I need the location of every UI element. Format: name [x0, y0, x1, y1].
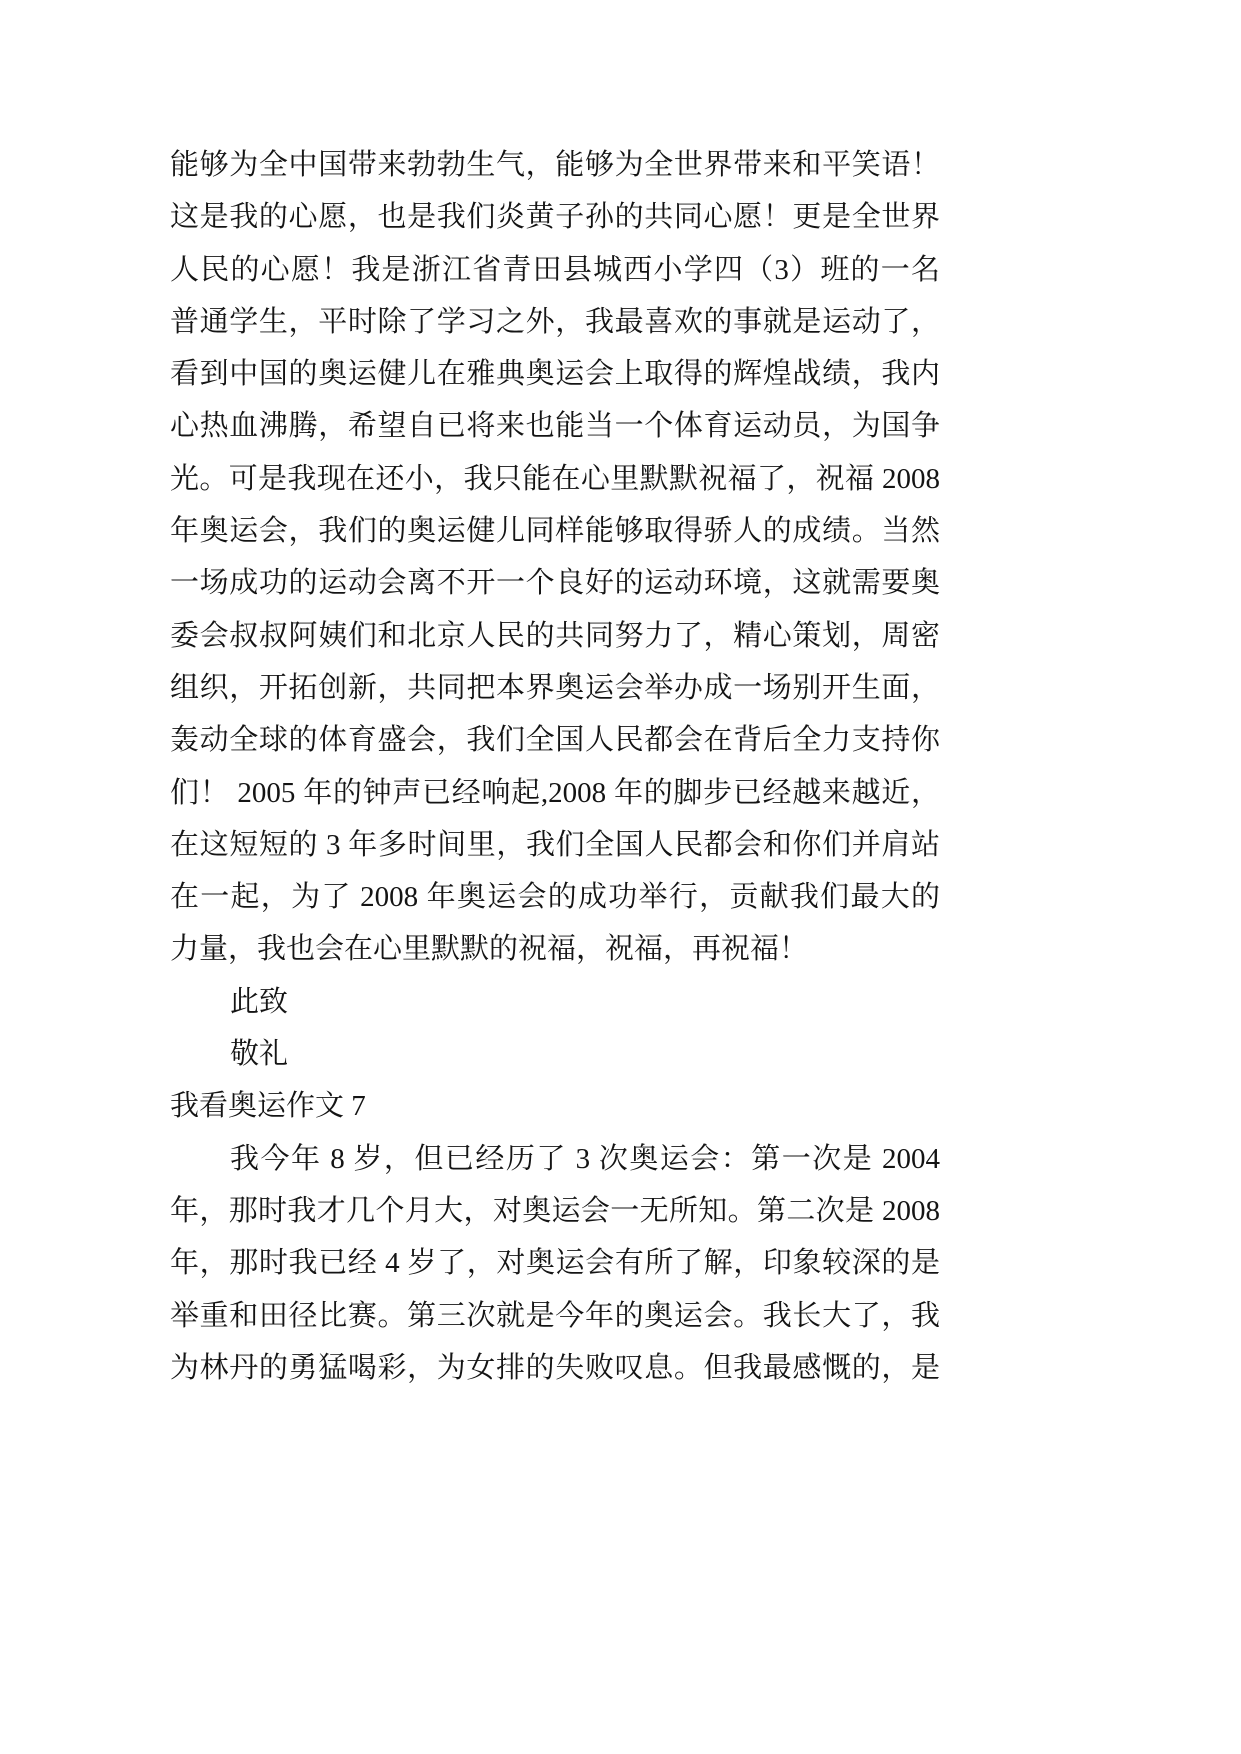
essay-section — [170, 1080, 940, 1394]
closing-salutation: 此致 — [230, 985, 289, 1018]
letter-line: 能够为全中国带来勃勃生气，能够为全世界带来和平笑语！ — [170, 149, 940, 181]
essay-line: 我今年 8 岁，但已经历了 3 次奥运会：第一次是 2004 — [230, 1142, 940, 1175]
letter-line: 这是我的心愿，也是我们炎黄子孙的共同心愿！更是全世界 — [170, 201, 940, 234]
letter-line: 力量，我也会在心里默默的祝福，祝福，再祝福！ — [170, 933, 809, 966]
letter-line: 看到中国的奥运健儿在雅典奥运会上取得的辉煌战绩，我内 — [170, 358, 940, 391]
letter-line: 轰动全球的体育盛会，我们全国人民都会在背后全力支持你 — [170, 724, 940, 757]
essay-line: 年，那时我已经 4 岁了，对奥运会有所了解，印象较深的是 — [170, 1247, 940, 1280]
essay-line: 为林丹的勇猛喝彩，为女排的失败叹息。但我最感慨的，是 — [170, 1351, 940, 1384]
letter-line: 们！ 2005 年的钟声已经响起,2008 年的脚步已经越来越近， — [170, 776, 940, 809]
letter-body — [170, 139, 940, 976]
letter-line: 在这短短的 3 年多时间里，我们全国人民都会和你们并肩站 — [170, 828, 940, 861]
essay-line: 举重和田径比赛。第三次就是今年的奥运会。我长大了，我 — [170, 1299, 940, 1332]
closing-regards: 敬礼 — [230, 1038, 289, 1071]
letter-line: 人民的心愿！我是浙江省青田县城西小学四（3）班的一名 — [170, 253, 940, 286]
document-text — [170, 139, 940, 1394]
letter-line: 一场成功的运动会离不开一个良好的运动环境，这就需要奥 — [170, 567, 940, 600]
letter-line: 普通学生，平时除了学习之外，我最喜欢的事就是运动了， — [170, 305, 940, 338]
letter-closing — [170, 976, 940, 1081]
letter-line: 心热血沸腾，希望自已将来也能当一个体育运动员，为国争 — [170, 410, 940, 443]
essay-line: 年，那时我才几个月大，对奥运会一无所知。第二次是 2008 — [170, 1194, 940, 1227]
essay-title: 我看奥运作文 7 — [170, 1090, 366, 1123]
letter-line: 年奥运会，我们的奥运健儿同样能够取得骄人的成绩。当然 — [170, 515, 940, 548]
letter-line: 组织，开拓创新，共同把本界奥运会举办成一场别开生面， — [170, 671, 940, 704]
letter-line: 委会叔叔阿姨们和北京人民的共同努力了，精心策划，周密 — [170, 619, 940, 652]
letter-line: 在一起，为了 2008 年奥运会的成功举行，贡献我们最大的 — [170, 881, 940, 914]
letter-line: 光。可是我现在还小，我只能在心里默默祝福了，祝福 2008 — [170, 462, 940, 495]
